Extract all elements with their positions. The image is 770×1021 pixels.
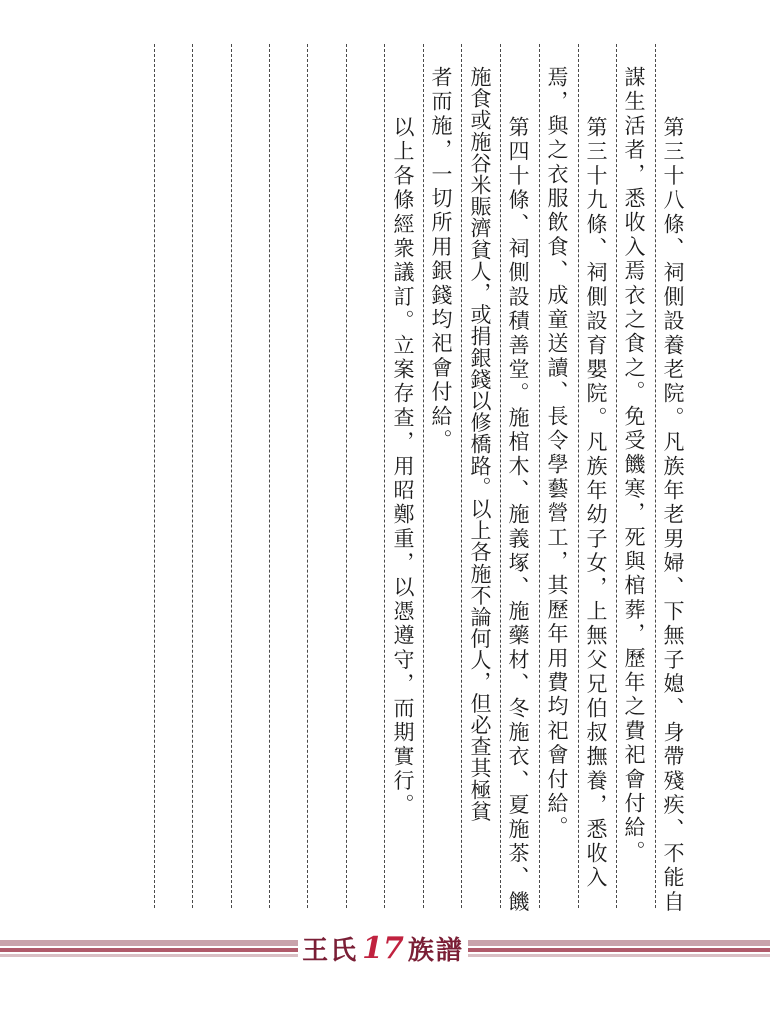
column-rule	[231, 44, 232, 908]
column-rule	[578, 44, 579, 908]
footer-title-left: 王氏	[302, 935, 359, 966]
text-column: 以上各條經衆議訂。立案存查，用昭鄭重，以憑遵守，而期實行。	[391, 116, 415, 818]
text-column: 施食或施谷米賑濟貧人，或捐銀錢以修橋路。以上各施不論何人，但必查其極貧	[468, 66, 492, 822]
column-rule	[192, 44, 193, 908]
text-column: 者而施，一切所用銀錢均祀會付給。	[429, 66, 453, 454]
column-rule	[500, 44, 501, 908]
page-number: 17	[362, 930, 404, 966]
text-column: 第三十八條、祠側設養老院。凡族年老男婦、下無子媳、身帶殘疾、不能自	[661, 116, 685, 915]
column-rule	[269, 44, 270, 908]
column-rule	[539, 44, 540, 908]
column-rule	[461, 44, 462, 908]
text-column: 焉，與之衣服飲食、成童送讀、長令學藝營工，其歷年用費均祀會付給。	[545, 66, 569, 841]
text-column: 第三十九條、祠側設育嬰院。凡族年幼子女，上無父兄伯叔撫養，悉收入	[584, 116, 608, 891]
text-column: 第四十條、祠側設積善堂。施棺木、施義塚、施藥材、冬施衣、夏施茶、饑	[506, 116, 530, 915]
column-rule	[655, 44, 656, 908]
text-column: 謀生活者，悉收入焉衣之食之。免受饑寒，死與棺葬，歷年之費祀會付給。	[622, 66, 646, 865]
column-rule	[154, 44, 155, 908]
footer-title-right: 族譜	[407, 935, 464, 966]
column-rule	[423, 44, 424, 908]
column-rule	[384, 44, 385, 908]
column-rule	[346, 44, 347, 908]
column-rule	[616, 44, 617, 908]
footer-title	[298, 930, 468, 966]
column-rule	[307, 44, 308, 908]
